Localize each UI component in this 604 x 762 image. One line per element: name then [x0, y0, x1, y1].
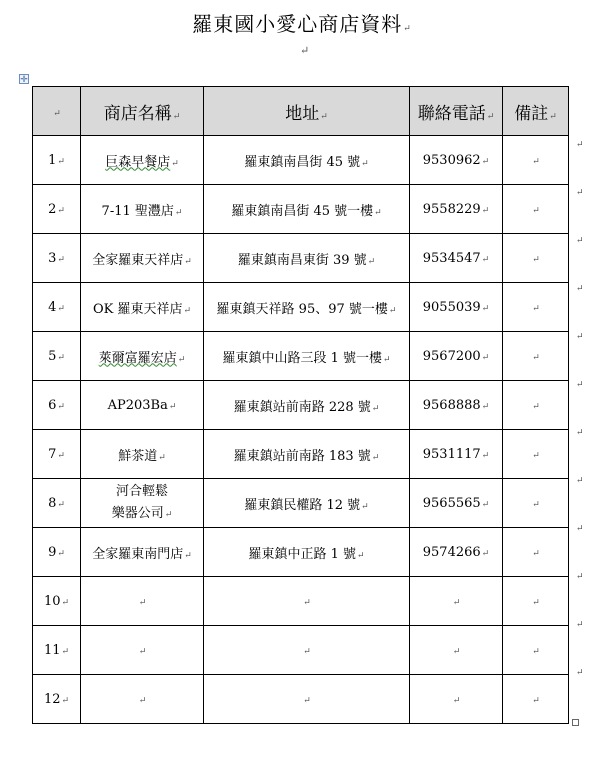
- header-cell-number[interactable]: ↵: [33, 87, 81, 136]
- cell-number[interactable]: 6↵: [33, 381, 81, 430]
- end-of-row-icon: ↵: [576, 524, 584, 534]
- cell-phone[interactable]: 9567200↵: [410, 332, 503, 381]
- cell-phone[interactable]: 9534547↵: [410, 234, 503, 283]
- table-row: [33, 528, 569, 577]
- cell-shop-name[interactable]: 7-11 聖灃店↵: [81, 185, 204, 234]
- cell-number[interactable]: 3↵: [33, 234, 81, 283]
- cell-note[interactable]: ↵: [503, 136, 569, 185]
- cell-shop-name[interactable]: 河合輕鬆 樂器公司↵: [81, 479, 204, 528]
- shop-table: [32, 86, 569, 724]
- cell-address[interactable]: 羅東鎮中山路三段 1 號一樓↵: [204, 332, 410, 381]
- cell-shop-name[interactable]: ↵: [81, 675, 204, 724]
- cell-phone[interactable]: 9574266↵: [410, 528, 503, 577]
- end-of-row-icon: ↵: [576, 428, 584, 438]
- table-row: [33, 185, 569, 234]
- cell-address[interactable]: 羅東鎮站前南路 183 號↵: [204, 430, 410, 479]
- header-cell-shop-name[interactable]: 商店名稱↵: [81, 87, 204, 136]
- cell-phone[interactable]: ↵: [410, 675, 503, 724]
- end-of-row-icon: ↵: [576, 620, 584, 630]
- cell-shop-name[interactable]: 鮮茶道↵: [81, 430, 204, 479]
- cell-note[interactable]: ↵: [503, 381, 569, 430]
- cell-phone[interactable]: 9530962↵: [410, 136, 503, 185]
- cell-address[interactable]: ↵: [204, 577, 410, 626]
- cell-note[interactable]: ↵: [503, 577, 569, 626]
- cell-phone[interactable]: 9055039↵: [410, 283, 503, 332]
- paragraph-mark-icon: ↵: [300, 44, 310, 57]
- cell-shop-name[interactable]: 全家羅東天祥店↵: [81, 234, 204, 283]
- cell-address[interactable]: 羅東鎮站前南路 228 號↵: [204, 381, 410, 430]
- cell-shop-name[interactable]: 萊爾富羅宏店↵: [81, 332, 204, 381]
- cell-shop-name[interactable]: 巨森早餐店↵: [81, 136, 204, 185]
- cell-address[interactable]: ↵: [204, 626, 410, 675]
- cell-shop-name[interactable]: OK 羅東天祥店↵: [81, 283, 204, 332]
- cell-note[interactable]: ↵: [503, 283, 569, 332]
- end-of-row-icon: ↵: [576, 236, 584, 246]
- end-of-row-icon: ↵: [576, 332, 584, 342]
- cell-note[interactable]: ↵: [503, 675, 569, 724]
- cell-number[interactable]: 5↵: [33, 332, 81, 381]
- cell-address[interactable]: 羅東鎮中正路 1 號↵: [204, 528, 410, 577]
- cell-number[interactable]: 8↵: [33, 479, 81, 528]
- header-cell-note[interactable]: 備註↵: [503, 87, 569, 136]
- cell-shop-name[interactable]: AP203Ba↵: [81, 381, 204, 430]
- cell-number[interactable]: 11↵: [33, 626, 81, 675]
- cell-phone[interactable]: 9565565↵: [410, 479, 503, 528]
- cell-note[interactable]: ↵: [503, 528, 569, 577]
- cell-number[interactable]: 10↵: [33, 577, 81, 626]
- cell-shop-name[interactable]: 全家羅東南門店↵: [81, 528, 204, 577]
- end-of-row-icon: ↵: [576, 140, 584, 150]
- cell-number[interactable]: 1↵: [33, 136, 81, 185]
- cell-address[interactable]: ↵: [204, 675, 410, 724]
- cell-note[interactable]: ↵: [503, 479, 569, 528]
- cell-note[interactable]: ↵: [503, 234, 569, 283]
- table-row: [33, 479, 569, 528]
- paragraph-mark-icon: ↵: [403, 24, 412, 34]
- cell-note[interactable]: ↵: [503, 430, 569, 479]
- table-row: [33, 332, 569, 381]
- cell-number[interactable]: 7↵: [33, 430, 81, 479]
- cell-note[interactable]: ↵: [503, 185, 569, 234]
- end-of-row-icon: ↵: [576, 380, 584, 390]
- cell-address[interactable]: 羅東鎮南昌街 45 號↵: [204, 136, 410, 185]
- table-header-row: [33, 87, 569, 136]
- cell-number[interactable]: 4↵: [33, 283, 81, 332]
- cell-note[interactable]: ↵: [503, 626, 569, 675]
- header-cell-address[interactable]: 地址↵: [204, 87, 410, 136]
- cell-address[interactable]: 羅東鎮民權路 12 號↵: [204, 479, 410, 528]
- table-resize-handle-icon[interactable]: [572, 719, 579, 726]
- table-row: [33, 136, 569, 185]
- table-row: [33, 577, 569, 626]
- cell-shop-name[interactable]: ↵: [81, 626, 204, 675]
- cell-phone[interactable]: 9558229↵: [410, 185, 503, 234]
- end-of-row-icon: ↵: [576, 476, 584, 486]
- table-row: [33, 283, 569, 332]
- cell-address[interactable]: 羅東鎮南昌街 45 號一樓↵: [204, 185, 410, 234]
- end-of-row-icon: ↵: [576, 284, 584, 294]
- table-row: [33, 675, 569, 724]
- end-of-row-icon: ↵: [576, 668, 584, 678]
- table-row: [33, 626, 569, 675]
- cell-phone[interactable]: ↵: [410, 626, 503, 675]
- document-title: 羅東國小愛心商店資料↵: [192, 12, 412, 36]
- cell-number[interactable]: 9↵: [33, 528, 81, 577]
- cell-address[interactable]: 羅東鎮南昌東街 39 號↵: [204, 234, 410, 283]
- cell-number[interactable]: 12↵: [33, 675, 81, 724]
- table-row: [33, 430, 569, 479]
- cell-note[interactable]: ↵: [503, 332, 569, 381]
- table-row: [33, 381, 569, 430]
- cell-address[interactable]: 羅東鎮天祥路 95、97 號一樓↵: [204, 283, 410, 332]
- cell-phone[interactable]: ↵: [410, 577, 503, 626]
- end-of-row-icon: ↵: [576, 188, 584, 198]
- cell-phone[interactable]: 9568888↵: [410, 381, 503, 430]
- cell-shop-name[interactable]: ↵: [81, 577, 204, 626]
- end-of-row-icon: ↵: [576, 572, 584, 582]
- header-cell-phone[interactable]: 聯絡電話↵: [410, 87, 503, 136]
- cell-number[interactable]: 2↵: [33, 185, 81, 234]
- table-move-handle-icon[interactable]: ✛: [20, 75, 28, 85]
- table-row: [33, 234, 569, 283]
- cell-phone[interactable]: 9531117↵: [410, 430, 503, 479]
